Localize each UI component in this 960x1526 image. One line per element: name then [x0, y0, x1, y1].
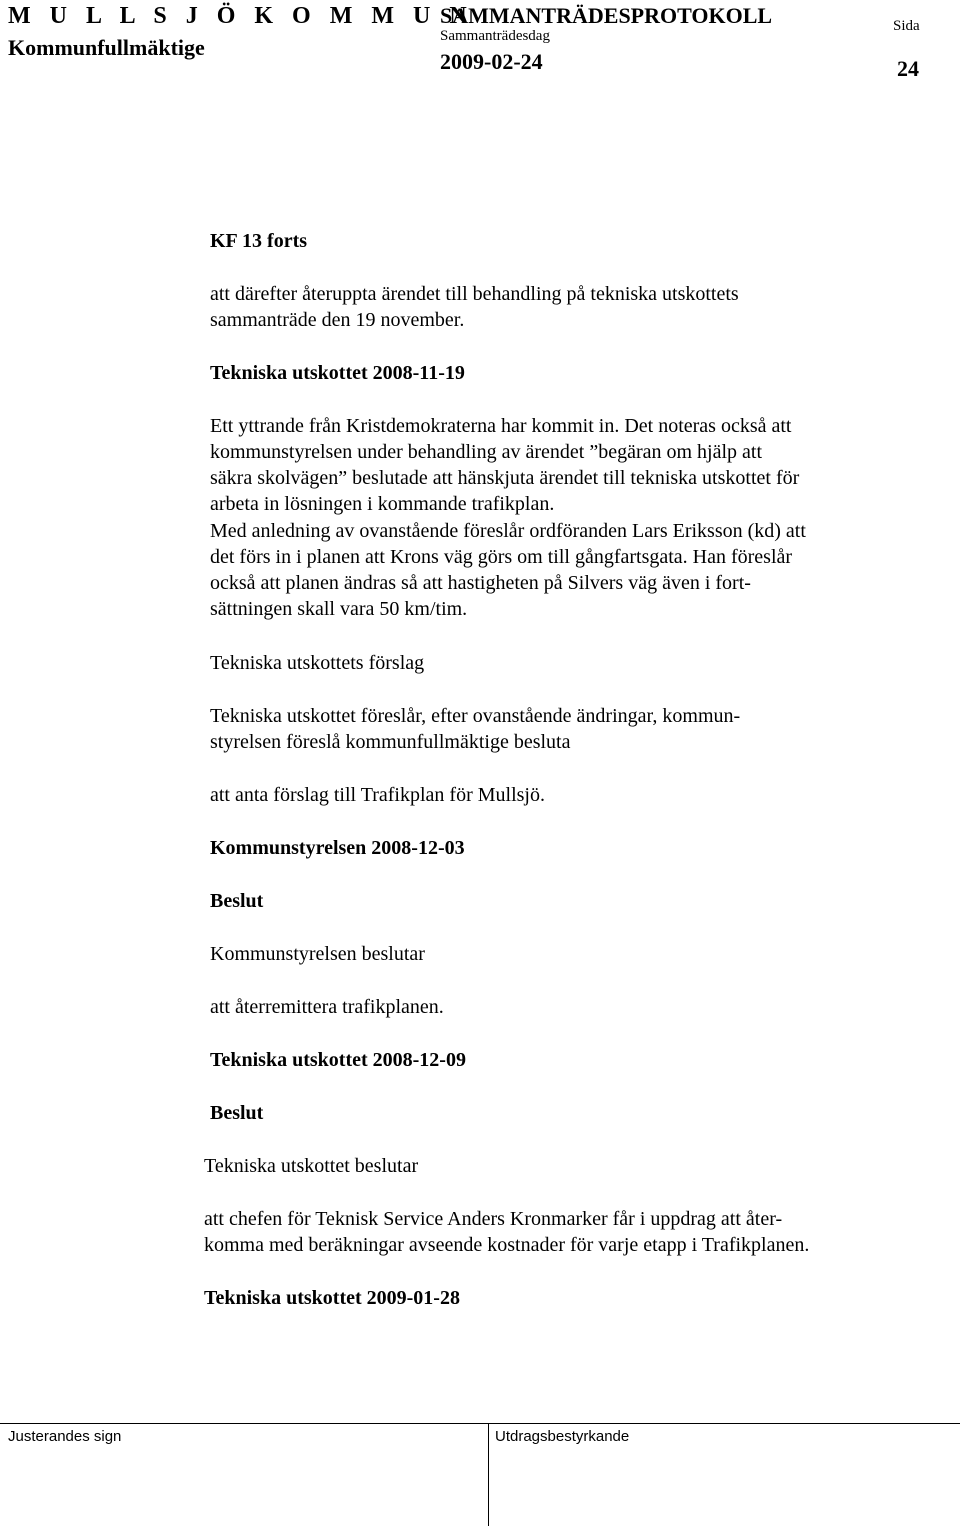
paragraph-line: också att planen ändras så att hastigheten på Silvers väg även i fort-	[210, 572, 751, 594]
footer-sign-label: Justerandes sign	[8, 1428, 122, 1445]
paragraph-line: sammanträde den 19 november.	[210, 309, 465, 331]
paragraph-line: att chefen för Teknisk Service Anders Kronmarker får i uppdrag att åter-	[204, 1208, 783, 1230]
paragraph-line: att därefter återuppta ärendet till behandling på tekniska utskottets	[210, 283, 739, 305]
footer-column-divider	[488, 1424, 489, 1526]
paragraph-line: Tekniska utskottet föreslår, efter ovanstående ändringar, kommun-	[210, 705, 741, 727]
subsection-title: Tekniska utskottets förslag	[210, 652, 425, 674]
paragraph-line: styrelsen föreslå kommunfullmäktige besluta	[210, 731, 571, 753]
paragraph-line: Tekniska utskottet beslutar	[204, 1155, 419, 1177]
page-label: Sida	[893, 18, 920, 34]
section-heading-tu-2008-12-09: Tekniska utskottet 2008-12-09	[210, 1049, 466, 1071]
page-number: 24	[897, 56, 919, 81]
paragraph-line: Ett yttrande från Kristdemokraterna har kommit in. Det noteras också att	[210, 415, 792, 437]
paragraph-line: det förs in i planen att Krons väg görs om till gångfartsgata. Han föreslår	[210, 546, 793, 568]
meeting-date: 2009-02-24	[440, 49, 543, 74]
document-type: SAMMANTRÄDESPROTOKOLL	[440, 3, 773, 28]
section-heading-tu-2008-11-19: Tekniska utskottet 2008-11-19	[210, 362, 465, 384]
municipality-name: M U L L S J Ö K O M M U N	[8, 3, 474, 29]
footer-divider	[0, 1423, 960, 1424]
decision-heading: Beslut	[210, 890, 264, 912]
paragraph-line: säkra skolvägen” beslutade att hänskjuta ärendet till tekniska utskottet för	[210, 467, 800, 489]
paragraph-line: att anta förslag till Trafikplan för Mullsjö.	[210, 784, 545, 806]
paragraph-line: Kommunstyrelsen beslutar	[210, 943, 425, 965]
paragraph-line: arbeta in lösningen i kommande trafikplan.	[210, 493, 555, 515]
meeting-date-label: Sammanträdesdag	[440, 28, 550, 44]
paragraph-line: sättningen skall vara 50 km/tim.	[210, 598, 468, 620]
paragraph-line: Med anledning av ovanstående föreslår ordföranden Lars Eriksson (kd) att	[210, 520, 806, 542]
section-heading-tu-2009-01-28: Tekniska utskottet 2009-01-28	[204, 1287, 460, 1309]
footer-certification-label: Utdragsbestyrkande	[495, 1428, 630, 1445]
paragraph-line: kommunstyrelsen under behandling av ärendet ”begäran om hjälp att	[210, 441, 763, 463]
paragraph-line: att återremittera trafikplanen.	[210, 996, 444, 1018]
section-heading-kf: KF 13 forts	[210, 230, 308, 252]
governing-body: Kommunfullmäktige	[8, 35, 205, 60]
paragraph-line: komma med beräkningar avseende kostnader för varje etapp i Trafikplanen.	[204, 1234, 810, 1256]
section-heading-ks-2008-12-03: Kommunstyrelsen 2008-12-03	[210, 837, 465, 859]
decision-heading: Beslut	[210, 1102, 264, 1124]
